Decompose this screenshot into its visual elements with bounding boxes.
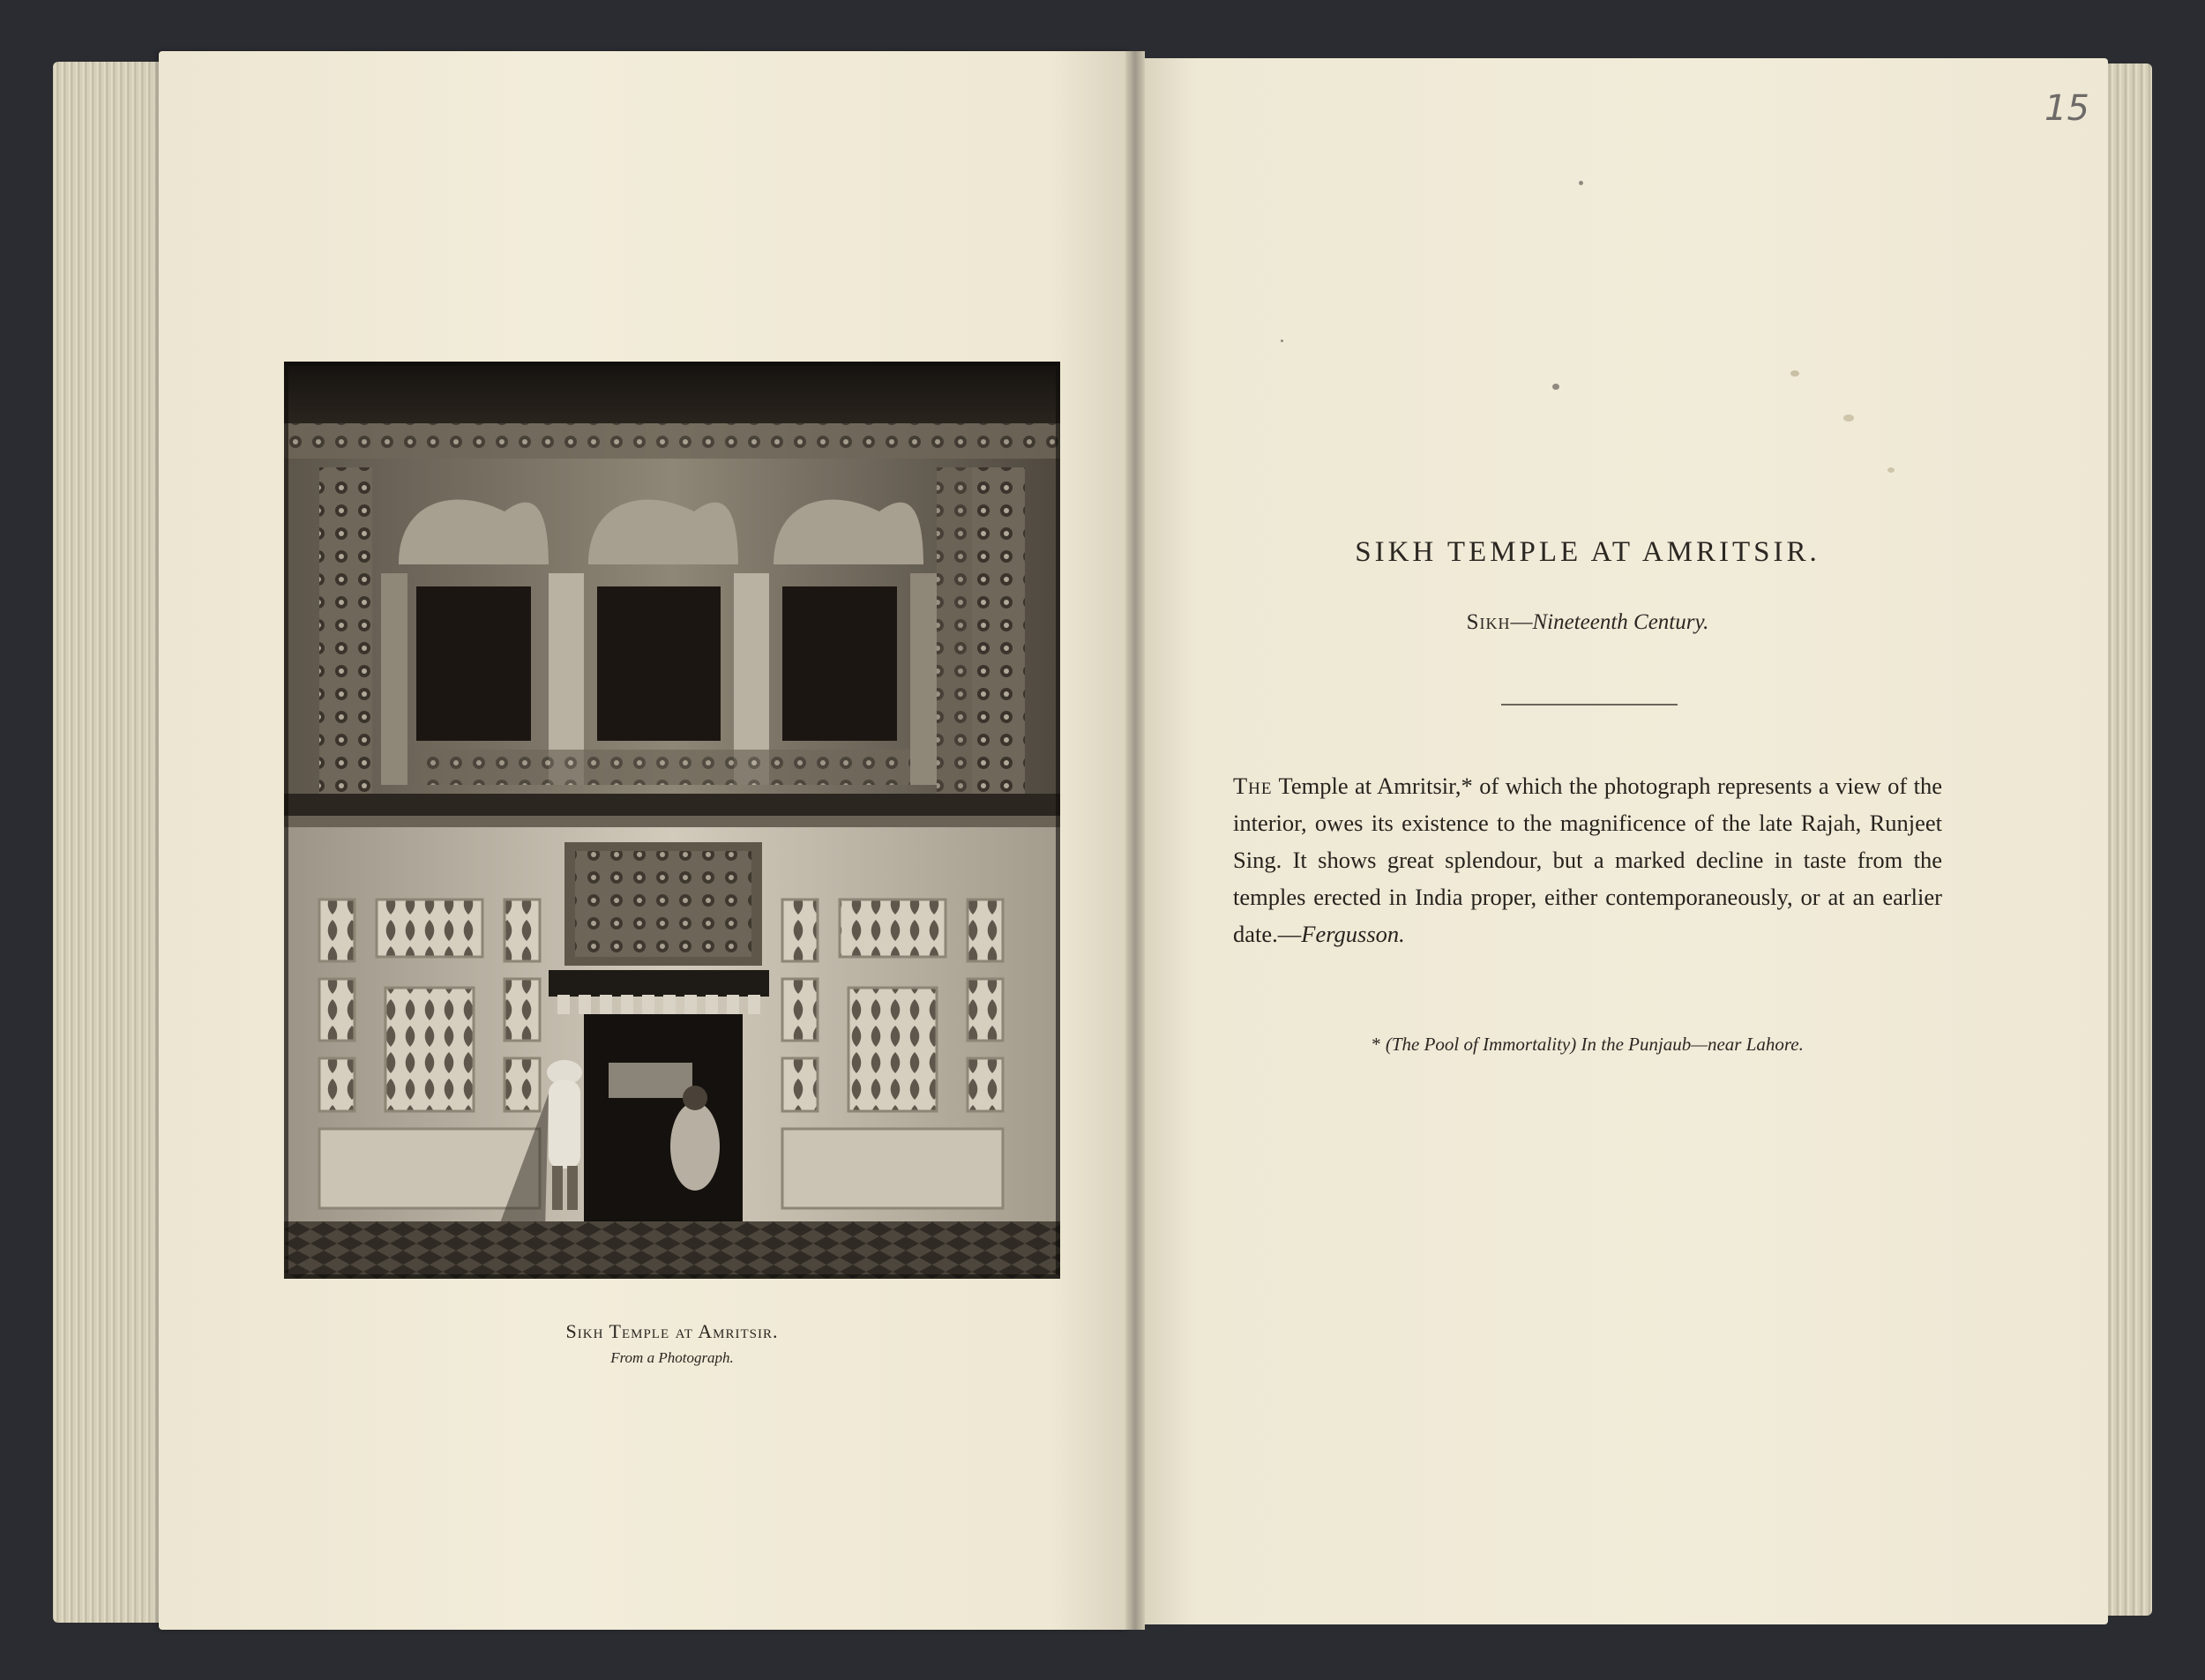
- paper-speck: [1887, 467, 1895, 473]
- section-divider: [1501, 704, 1678, 706]
- page-title: SIKH TEMPLE AT AMRITSIR.: [1355, 536, 1820, 568]
- temple-facade-illustration: [284, 362, 1060, 1279]
- plate-caption-title: Sikh Temple at Amritsir.: [565, 1320, 779, 1342]
- body-lead-word: The: [1233, 773, 1273, 799]
- body-paragraph: [1233, 767, 1942, 952]
- footnote: [1147, 1034, 2029, 1056]
- subtitle-dash: —: [1510, 610, 1533, 634]
- paper-speck: [1281, 340, 1283, 342]
- footnote-mark: *: [1372, 1034, 1381, 1055]
- body-text: Temple at Amritsir,* of which the photograph represents a view of the interior, owes its existence to the magnificence of the late Rajah, Runjeet Sing. It shows great splendour, but a marked decline in taste from the temples erected in India proper, either contemporaneously, or at an earlier date.—: [1233, 773, 1942, 947]
- temple-photograph: [284, 362, 1060, 1279]
- footnote-text: (The Pool of Immortality) In the Punjaub—near Lahore.: [1385, 1034, 1804, 1055]
- paper-speck: [1843, 414, 1854, 422]
- paper-speck: [1579, 181, 1583, 185]
- subtitle-rest: Nineteenth Century.: [1532, 610, 1709, 634]
- paper-speck: [1790, 370, 1799, 377]
- book-gutter: [1125, 51, 1145, 1630]
- page-edges-left: [53, 62, 176, 1623]
- page-subtitle: [1147, 610, 2029, 635]
- plate-caption-subtitle: From a Photograph.: [610, 1349, 734, 1366]
- body-attribution: Fergusson.: [1301, 921, 1405, 947]
- paper-speck: [1552, 384, 1559, 390]
- subtitle-lead: Sikh: [1466, 610, 1511, 634]
- page-number: 15: [2044, 88, 2089, 129]
